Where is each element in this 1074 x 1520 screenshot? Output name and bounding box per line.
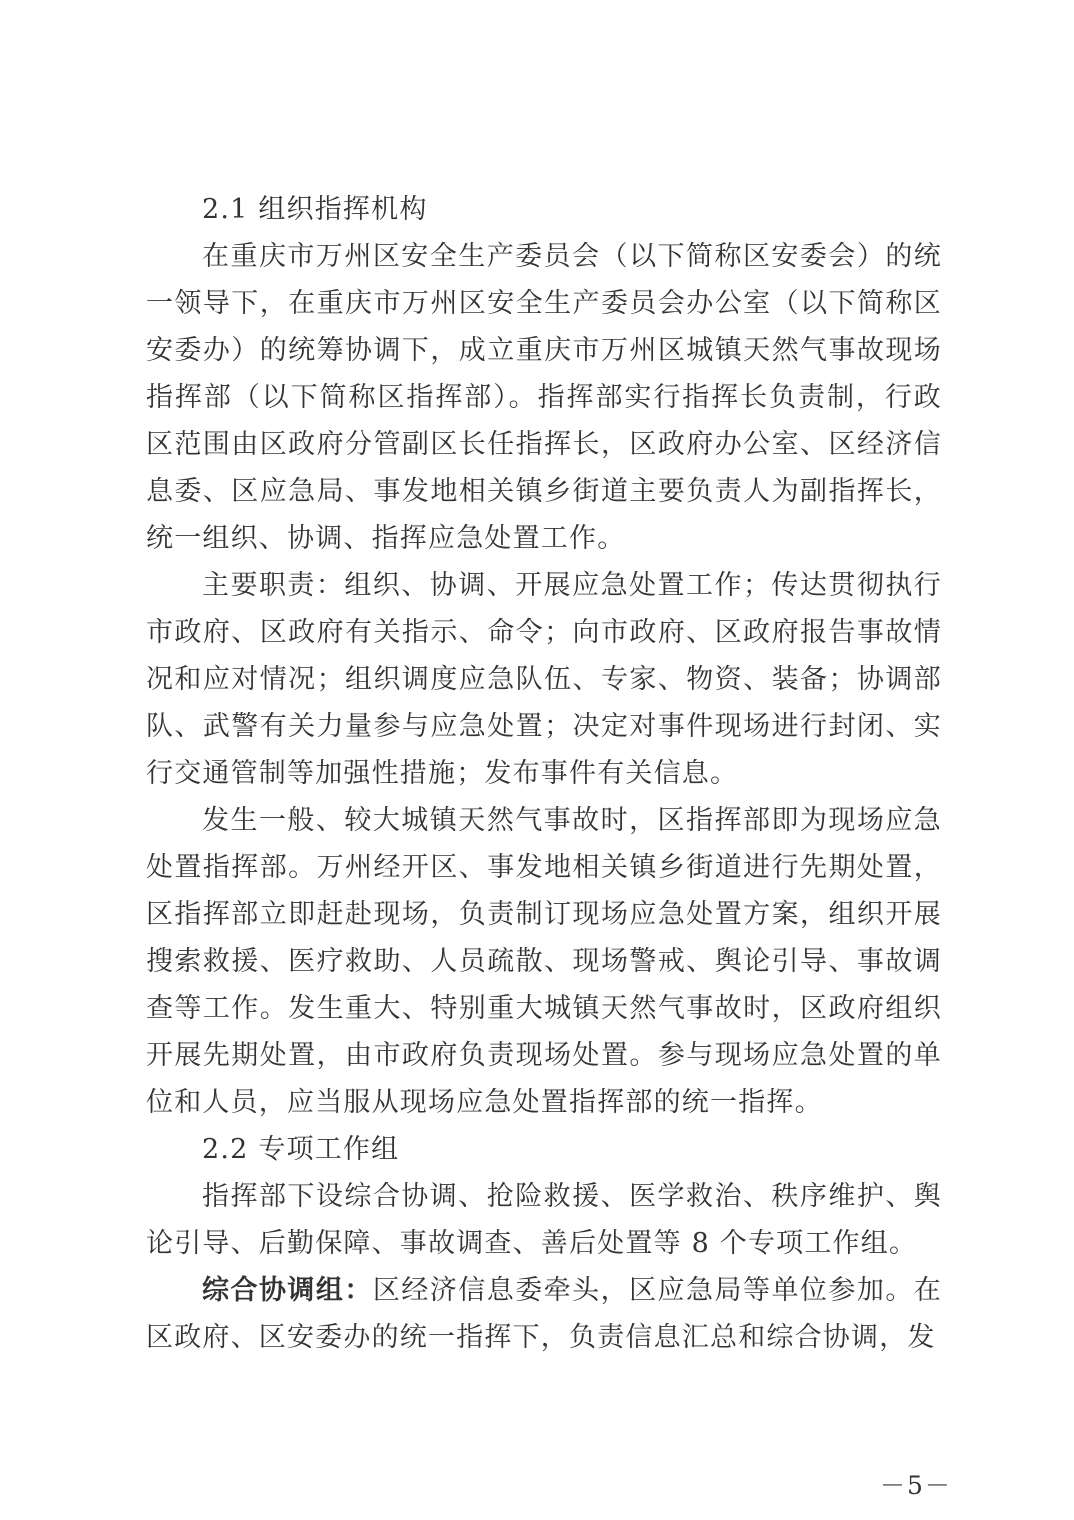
coordination-group-label: 综合协调组： — [202, 1275, 373, 1306]
section-heading-2-2: 2.2 专项工作组 — [202, 1134, 400, 1165]
paragraph-coordination-group — [146, 1267, 942, 1361]
paragraph-working-groups: 指挥部下设综合协调、抢险救援、医学救治、秩序维护、舆论引导、后勤保障、事故调查、善后处置等 8 个专项工作组。 — [146, 1181, 942, 1259]
coordination-group-text: 区经济信息委牵头，区应急局等单位参加。在区政府、区安委办的统一指挥下，负责信息汇总和综合协调，发 — [146, 1275, 943, 1353]
page-number: －5－ — [880, 1471, 952, 1500]
section-heading-2-1: 2.1 组织指挥机构 — [202, 194, 428, 225]
document-body — [146, 186, 942, 1361]
paragraph-main-duties: 主要职责：组织、协调、开展应急处置工作；传达贯彻执行市政府、区政府有关指示、命令；向市政府、区政府报告事故情况和应对情况；组织调度应急队伍、专家、物资、装备；协调部队、武警有关力量参与应急处置；决定对事件现场进行封闭、实行交通管制等加强性措施；发布事件有关信息。 — [146, 570, 942, 789]
paragraph-command-structure: 在重庆市万州区安全生产委员会（以下简称区安委会）的统一领导下，在重庆市万州区安全生产委员会办公室（以下简称区安委办）的统筹协调下，成立重庆市万州区城镇天然气事故现场指挥部（以下简称区指挥部）。指挥部实行指挥长负责制，行政区范围由区政府分管副区长任指挥长，区政府办公室、区经济信息委、区应急局、事发地相关镇乡街道主要负责人为副指挥长，统一组织、协调、指挥应急处置工作。 — [146, 241, 942, 554]
paragraph-incident-response: 发生一般、较大城镇天然气事故时，区指挥部即为现场应急处置指挥部。万州经开区、事发地相关镇乡街道进行先期处置，区指挥部立即赶赴现场，负责制订现场应急处置方案，组织开展搜索救援、医疗救助、人员疏散、现场警戒、舆论引导、事故调查等工作。发生重大、特别重大城镇天然气事故时，区政府组织开展先期处置，由市政府负责现场处置。参与现场应急处置的单位和人员，应当服从现场应急处置指挥部的统一指挥。 — [146, 805, 942, 1118]
